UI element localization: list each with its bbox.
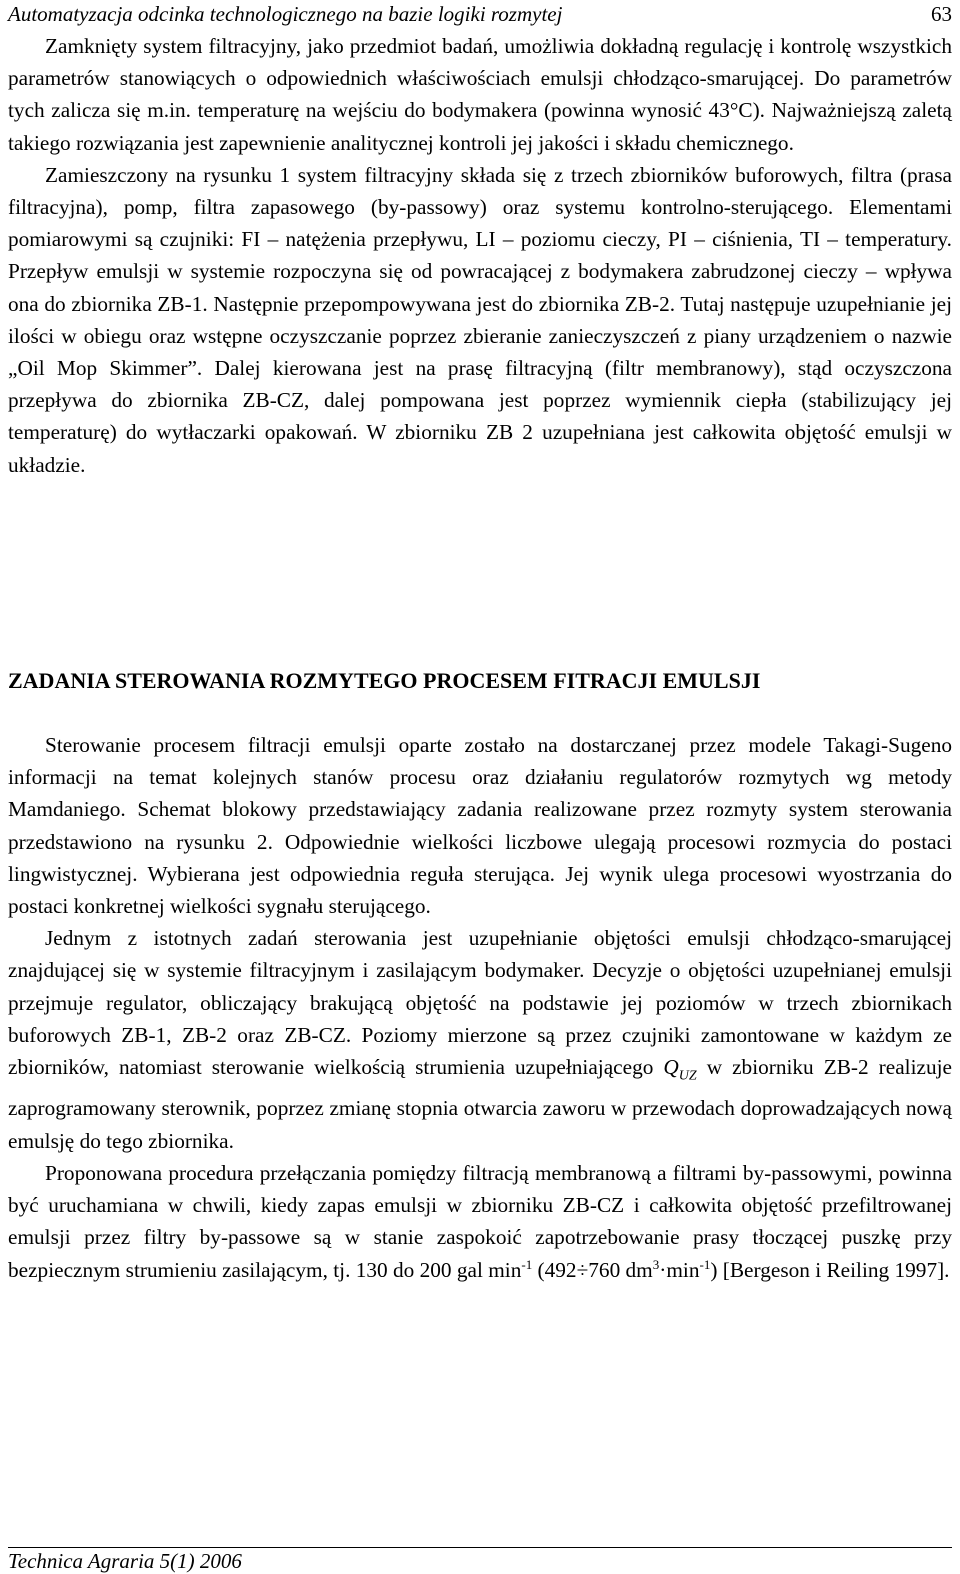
journal-footer: Technica Agraria 5(1) 2006 [8, 1549, 242, 1573]
text-run: ) [Bergeson i Reiling 1997]. [710, 1257, 950, 1282]
symbol-letter: Q [663, 1055, 679, 1080]
running-title: Automatyzacja odcinka technologicznego na bazie logiki rozmytej [8, 2, 563, 26]
superscript: 3 [652, 1256, 660, 1272]
text-run: ·min [659, 1257, 700, 1282]
paragraph: Zamknięty system filtracyjny, jako przedmiot badań, umożliwia dokładną regulację i kontrolę wszystkich parametrów stanowiących o odpowiednich właściwościach emulsji chłodząco-smarującej. Do parametrów tych zalicza się m.in. temperaturę na wejściu do bodymakera (powinna wynosić 43°C). Najważniejszą zaletą takiego rozwiązania jest zapewnienie analitycznej kontroli jej jakości i składu chemicznego. [8, 34, 952, 155]
section-control [8, 729, 952, 1286]
symbol-subscript: UZ [678, 1068, 697, 1084]
paragraph [8, 1157, 952, 1286]
section-intro [8, 30, 952, 481]
superscript: -1 [699, 1256, 711, 1272]
flow-symbol [663, 1055, 697, 1084]
paragraph [8, 922, 952, 1157]
text-run: Jednym z istotnych zadań sterowania jest uzupełnianie objętości emulsji chłodząco-smarującej znajdującej się w systemie filtracyjnym i zasilającym bodymaker. Decyzje o objętości uzupełnianej emulsji przejmuje regulator, obliczający brakującą objętość na podstawie jej poziomów w trzech zbiornikach buforowych ZB-1, ZB-2 oraz ZB-CZ. Poziomy mierzone są przez czujniki zamontowane w każdym ze zbiorników, natomiast sterowanie wielkością strumienia uzupełniającego [8, 926, 952, 1080]
text-run: Proponowana procedura przełączania pomiędzy filtracją membranową a filtrami by-passowymi, powinna być uruchamiana w chwili, kiedy zapas emulsji w zbiorniku ZB-CZ i całkowita objętość przefiltrowanej emulsji przez filtry by-passowe są w stanie zaspokoić zapotrzebowanie prasy tłoczącej puszkę przy bezpiecznym strumieniu zasilającym, tj. 130 do 200 gal min [8, 1160, 952, 1282]
paragraph: Zamieszczony na rysunku 1 system filtracyjny składa się z trzech zbiorników buforowych, filtra (prasa filtracyjna), pomp, filtra zapasowego (by-passowy) oraz systemu kontrolno-sterującego. Elementami pomiarowymi są czujniki: FI – natężenia przepływu, LI – poziomu cieczy, PI – ciśnienia, TI – temperatury. Przepływ emulsji w systemie rozpoczyna się od powracającej z bodymakera zabrudzonej cieczy – wpływa ona do zbiornika ZB-1. Następnie przepompowywana jest do zbiornika ZB-2. Tutaj następuje uzupełnianie jej ilości w obiegu oraz wstępne oczyszczanie poprzez zbieranie zanieczyszczeń z piany urządzeniem o nazwie „Oil Mop Skimmer”. Dalej kierowana jest na prasę filtracyjną (filtr membranowy), stąd oczyszczona przepływa do zbiornika ZB-CZ, dalej pompowana jest poprzez wymiennik ciepła (stabilizujący jej temperaturę) do wytłaczarki opakowań. W zbiorniku ZB 2 uzupełniana jest całkowita objętość emulsji w układzie. [8, 162, 952, 477]
section-heading: ZADANIA STEROWANIA ROZMYTEGO PROCESEM FITRACJI EMULSJI [8, 668, 761, 693]
text-run: w zbiorniku ZB-2 realizuje zaprogramowany sterownik, poprzez zmianę stopnia otwarcia zaworu w przewodach doprowadzających nową emulsję do tego zbiornika. [8, 1055, 952, 1153]
page-number: 63 [931, 2, 952, 26]
running-header [8, 0, 952, 28]
superscript: -1 [521, 1256, 533, 1272]
paragraph: Sterowanie procesem filtracji emulsji oparte zostało na dostarczanej przez modele Takagi-Sugeno informacji na temat kolejnych stanów procesu oraz działaniu regulatorów rozmytych wg metody Mamdaniego. Schemat blokowy przedstawiający zadania realizowane przez rozmyty system sterowania przedstawiono na rysunku 2. Odpowiednie wielkości liczbowe ulegają procesowi rozmycia do postaci lingwistycznej. Wybierana jest odpowiednia reguła sterująca. Jej wynik ulega procesowi wyostrzania do postaci konkretnej wielkości sygnału sterującego. [8, 733, 952, 919]
text-run: (492÷760 dm [532, 1257, 653, 1282]
